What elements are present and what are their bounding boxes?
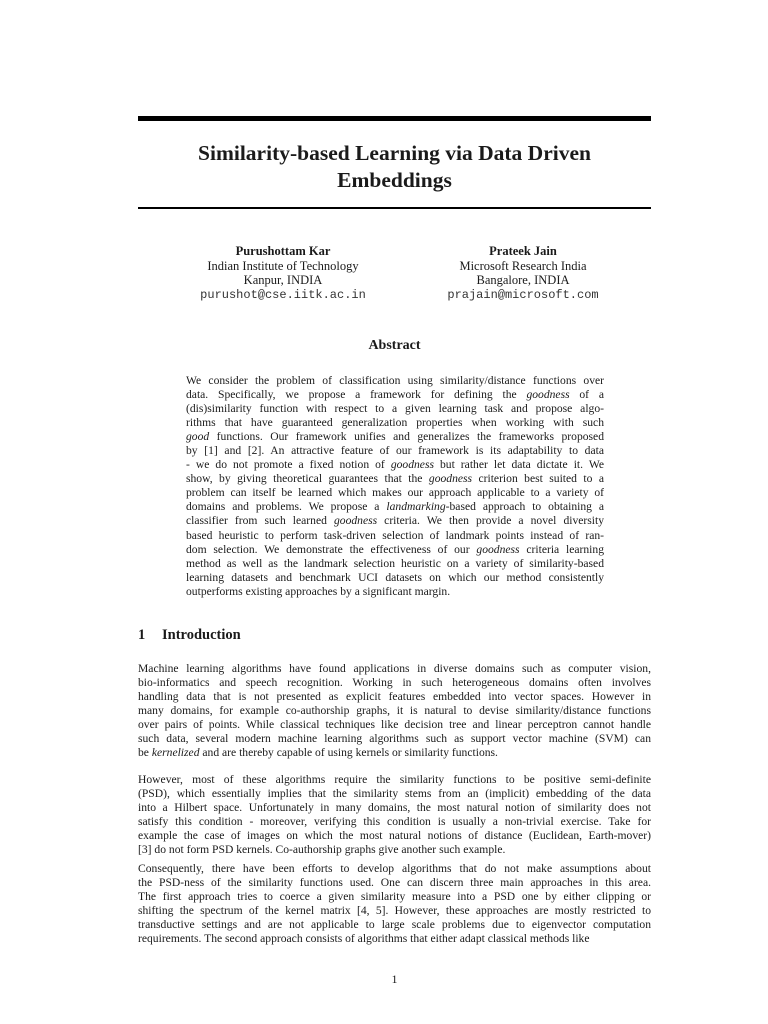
title-rule-bottom xyxy=(138,207,651,209)
text-line: We consider the problem of classification using similarity/distance functions over xyxy=(186,374,604,387)
text-line: - we do not promote a fixed notion of goodness but rather let data dictate it. We xyxy=(186,458,604,472)
section-heading xyxy=(138,627,651,644)
text-line: such data, several modern machine learning algorithms such as support vector machine (SVM) can xyxy=(138,732,651,746)
text-line: bio-informatics and speech recognition. Working in such heterogeneous domains often involves xyxy=(138,676,651,690)
text-line: based heuristic to perform task-driven selection of landmark points instead of ran- xyxy=(186,528,604,542)
text-line: method as well as the landmark selection heuristic on a variety of similarity-based xyxy=(186,556,604,570)
text-line: [3] do not form PSD kernels. Co-authorship graphs give another such example. xyxy=(138,843,506,857)
text-line: (dis)similarity function with respect to a given learning task and propose algo- xyxy=(186,402,604,416)
text-line: problem can itself be learned which makes our approach applicable to a variety of xyxy=(186,486,604,500)
paper-title: Similarity-based Learning via Data Driven Embeddings xyxy=(198,141,591,192)
page-number: 1 xyxy=(391,972,398,986)
author-block xyxy=(408,244,638,302)
text-line: the PSD-ness of the similarity functions used. One can discern three main approaches in this area. xyxy=(138,876,651,890)
author-email[interactable]: prajain@microsoft.com xyxy=(447,287,599,302)
paragraph xyxy=(138,862,651,946)
text-line: classifier from such learned goodness criteria. We then provide a novel diversity xyxy=(186,514,605,528)
text-line: (PSD), which essentially implies that the similarity stems from an (implicit) embedding of the data xyxy=(138,787,651,801)
text-line: shifting the spectrum of the kernel matrix [4, 5]. However, these approaches are mostly restricted to xyxy=(138,904,651,918)
author-location: Bangalore, INDIA xyxy=(476,273,570,288)
text-line: handling data that is not presented as explicit features embedded into vector spaces. However in xyxy=(138,690,651,704)
author-affiliation: Indian Institute of Technology xyxy=(207,258,359,273)
title-rule-top xyxy=(138,116,651,121)
text-line: many domains, for example co-authorship graphs, it is natural to devise similarity/distance functions xyxy=(138,704,651,718)
abstract-heading: Abstract xyxy=(368,338,421,353)
text-line: into a Hilbert space. Unfortunately in many domains, the most natural notion of similarity does not xyxy=(138,801,651,815)
text-line: rithms that have guaranteed generalization properties when working with such xyxy=(186,416,604,430)
text-line: outperforms existing approaches by a significant margin. xyxy=(186,584,451,598)
author-location: Kanpur, INDIA xyxy=(243,273,323,288)
text-line: data. Specifically, we propose a framework for defining the goodness of a xyxy=(186,388,604,402)
abstract-body xyxy=(186,374,604,599)
author-affiliation: Microsoft Research India xyxy=(459,258,587,273)
author-email[interactable]: purushot@cse.iitk.ac.in xyxy=(200,287,366,302)
author-name: Prateek Jain xyxy=(489,244,557,258)
text-line: transductive settings and are not applicable to large scale problems due to eigenvector computation xyxy=(138,918,651,932)
text-line: by [1] and [2]. An attractive feature of our framework is its adaptability to data xyxy=(186,444,604,458)
text-line: requirements. The second approach consists of algorithms that either adapt classical methods like xyxy=(138,932,590,946)
paragraph xyxy=(138,662,651,760)
text-line: example the case of images on which the most natural notions of distance (Euclidean, Earth-mover) xyxy=(138,829,651,843)
text-line: over pairs of points. While classical techniques like decision tree and linear perceptron cannot handle xyxy=(138,718,651,732)
text-line: learning datasets and benchmark UCI datasets on which our method consistently xyxy=(186,570,604,584)
text-line: satisfy this condition - moreover, verifying this condition is usually a non-trivial exercise. Take for xyxy=(138,815,651,829)
author-block xyxy=(168,244,398,302)
text-line: The first approach tries to coerce a given similarity measure into a PSD one by either clipping or xyxy=(138,890,651,904)
text-line: show, by giving theoretical guarantees that the goodness criterion best suited to a xyxy=(186,472,604,486)
text-line: dom selection. We demonstrate the effectiveness of our goodness criteria learning xyxy=(186,542,604,556)
text-line: However, most of these algorithms require the similarity functions to be positive semi-definite xyxy=(138,773,651,786)
paragraph xyxy=(138,773,651,857)
section-number: 1 xyxy=(138,627,146,643)
text-line: good functions. Our framework unifies and generalizes the frameworks proposed xyxy=(186,430,604,444)
section-title: Introduction xyxy=(162,627,241,643)
text-line: Consequently, there have been efforts to develop algorithms that do not make assumptions about xyxy=(138,862,651,875)
author-name: Purushottam Kar xyxy=(235,244,331,258)
text-line: be kernelized and are thereby capable of using kernels or similarity functions. xyxy=(138,746,498,760)
text-line: domains and problems. We propose a landmarking-based approach to obtaining a xyxy=(186,500,604,514)
text-line: Machine learning algorithms have found applications in diverse domains such as computer vision, xyxy=(138,662,651,675)
